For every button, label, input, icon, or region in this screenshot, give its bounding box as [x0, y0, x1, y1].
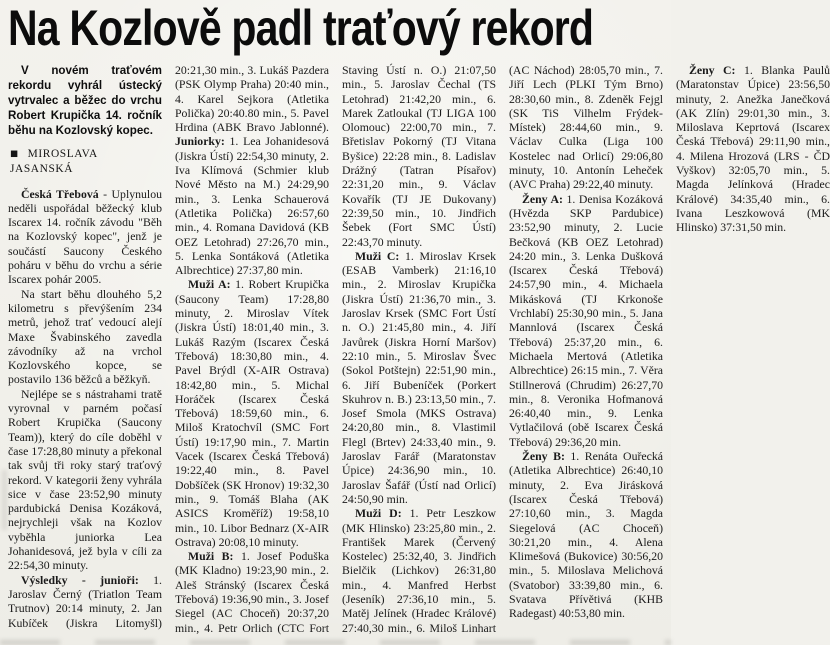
paragraph-text: Na start běhu dlouhého 5,2 kilometru s převýšením 234 metrů, jehož trať vedoucí alejí Maxe Švabinského zavedla závodníky až na vrchol Kozlovského kopce, se postavilo 136 běžců a běžkyň.	[8, 286, 162, 387]
dateline-bold: Česká Třebová	[21, 186, 99, 201]
results-label: Juniorky:	[175, 134, 225, 149]
results-text: 1. Jaroslav Černý (Triatlon Team Trutnov) 20:14 minuty, 2. Jan Kubíček (Jiskra Litomyšl) 20:21,30 min., 3. Lukáš Pazdera (PSK Olymp Praha) 20:40 min., 4. Karel Sejkora (Atletika Polička) 20:40.80 min., 5. Pavel Hrdina (ABK Bravo Jablonné).	[8, 63, 329, 630]
results-paragraph-women-b	[509, 449, 663, 621]
article-headline: Na Kozlově padl traťový rekord	[8, 0, 594, 56]
byline-square-icon: ■	[10, 149, 19, 159]
results-text: 1. Robert Krupička (Saucony Team) 17:28,80 minuty, 2. Miroslav Vítek (Jiskra Ústí) 18:01,40 min., 3. Lukáš Razým (Iscarex Česká Třebová) 18:30,80 min., 4. Pavel Brýdl (X-AIR Ostrava) 18:42,80 min., 5. Michal Horáček (Iscarex Česká Třebová) 18:59,60 min., 6. Miloš Kratochvíl (SMC Fort Ústí) 19:17,90 min., 7. Martin Vacek (Iscarex Česká Třebová) 19:22,40 min., 8. Pavel Dobšíček (SK Hronov) 19:32,30 min., 9. Tomáš Blaha (AK ASICS Kroměříž) 19:58,10 min., 10. Libor Bednarz (X-AIR Ostrava) 20:08,10 minuty.	[175, 277, 329, 549]
article-paragraph	[8, 387, 162, 573]
results-label: Ženy B:	[522, 449, 565, 464]
results-paragraph-men-c	[342, 249, 496, 506]
results-label: Muži B:	[188, 549, 234, 564]
results-label: Ženy C:	[689, 63, 736, 77]
results-paragraph-men-a	[175, 277, 329, 549]
scan-artifact-bottom-edge	[0, 640, 671, 645]
results-paragraph-women-a	[509, 192, 663, 449]
results-label: Muži A:	[188, 277, 231, 292]
results-label: Výsledky - junioři:	[21, 572, 139, 587]
byline	[10, 147, 162, 177]
article-lead: V novém traťovém rekordu vyhrál ústecký vytrvalec a běžec do vrchu Robert Krupička 14. ročník běhu na Kozlovský kopec.	[8, 64, 162, 137]
results-label: Ženy A:	[522, 191, 563, 206]
results-label: Muži D:	[355, 506, 402, 521]
results-text: 1. Denisa Kozáková (Hvězda SKP Pardubice) 23:52,90 minuty, 2. Lucie Bečková (KB OEZ Letohrad) 24:20 min., 3. Lenka Dušková (Iscarex Česká Třebová) 24:57,90 min., 4. Michaela Mikásková (TJ Krkonoše Vrchlabí) 25:30,90 min., 5. Jana Mannlová (Iscarex Česká Třebová) 25:37,20 min., 6. Michaela Mertová (Atletika Albrechtice) 26:15 min., 7. Věra Stillnerová (Chrudim) 26:27,70 min., 8. Veronika Hofmanová 26:40,40 min., 9. Lenka Vytlačilová (obě Iscarex Česká Třebová) 29:36,20 min.	[509, 191, 664, 449]
results-text: 1. Renáta Ouřecká (Atletika Albrechtice) 26:40,10 minuty, 2. Eva Jirásková (Iscarex Česká Třebová) 27:10,60 min., 3. Magda Siegelová (AC Choceň) 30:21,20 min., 4. Alena Klimešová (Bukovice) 30:56,20 min., 5. Miloslava Melichová (Svatobor) 33:39,80 min., 6. Svatava Přívětivá (KHB Radegast) 40:53,80 min.	[509, 449, 664, 621]
results-text: 1. Petr Leszkow (MK Hlinsko) 23:25,80 min., 2. František Marek (Červený Kostelec) 25:32,40, 3. Jindřich Bielčik (Lichkov) 26:31,80 min., 4. Manfred Herbst (Jeseník) 27:36,10 min., 5. Matěj Jelínek (Hradec Králové) 27:40,30 min., 6. Miloš Linhart (AC Náchod) 28:05,70 min., 7. Jiří Lech (PLKI Tým Brno) 28:30,60 min., 8. Zdeněk Fejgl (SK TiS Vilhelm Frýdek-Místek) 28:44,60 min., 9. Václav Culka (Liga 100 Kostelec nad Orlicí) 29:06,80 minuty, 10. Antonín Leheček (AVC Praha) 29:22,40 minuty.	[342, 63, 663, 635]
scan-artifact-left-edge	[2, 470, 7, 530]
results-text: 1. Blanka Paulů (Maratonstav Úpice) 23:56,50 minuty, 2. Anežka Janečková (AK Zlín) 29:01,30 min., 3. Miloslava Keprtová (Iscarex Česká Třebová) 29:11,90 min., 4. Milena Hrozová (LRS - ČD Vyškov) 32:05,70 min., 5. Magda Jelínková (Hradec Králové) 34:35,40 min., 6. Ivana Leszkowová (MK Hlinsko) 37:31,50 min.	[676, 63, 830, 235]
paragraph-text: - Uplynulou neděli uspořádal běžecký klub Iscarex 14. ročník závodu "Běh na Kozlovský kopec", jenž je součástí Saucony Českého poháru v běhu do vrchu a série Iscarex pohár 2005.	[8, 186, 163, 287]
results-label: Muži C:	[355, 248, 400, 263]
results-text: 1. Miroslav Krsek (ESAB Vamberk) 21:16,10 min., 2. Miroslav Krupička (Jiskra Ústí) 21:36,70 min., 3. Jaroslav Krsek (SMC Fort Ústí n. O.) 21:45,80 min., 4. Jiří Javůrek (Jiskra Horní Maršov) 22:10 min., 5. Miroslav Švec (Sokol Potštejn) 22:51,90 min., 6. Jiří Bubeníček (Porkert Skuhrov n. B.) 23:13,50 min., 7. Josef Smola (MKS Ostrava) 24:20,80 min., 8. Vlastimil Flegl (Brtev) 24:33,40 min., 9. Jaroslav Farář (Maratonstav Úpice) 24:36,90 min., 10. Jaroslav Šafář (Ústí nad Orlicí) 24:50,90 min.	[342, 248, 497, 506]
article-paragraph	[8, 287, 162, 387]
byline-author: MIROSLAVA JASANSKÁ	[10, 148, 98, 176]
results-paragraph-women-c	[676, 63, 830, 235]
article-body-columns	[8, 63, 830, 639]
results-text: 1. Lea Johanidesová (Jiskra Ústí) 22:54,30 minuty, 2. Iva Klímová (Schmier klub Nové Město na M.) 24:29,90 min., 3. Lenka Schauerová (Atletika Polička) 26:57,60 min., 4. Romana Davidová (KB OEZ Letohrad) 27:26,70 min., 5. Lenka Sontáková (Atletika Albrechtice) 27:37,80 min.	[175, 134, 329, 278]
article-paragraph-dateline	[8, 187, 162, 287]
paragraph-text: Nejlépe se s nástrahami tratě vyrovnal v parném počasí Robert Krupička (Saucony Team)), který do cíle doběhl v čase 17:28,80 minuty a překonal tak svůj tři roky starý traťový rekord. V kategorii ženy vyhrála sice v čase 23:52,90 minuty pardubická Denisa Kozáková, nejrychleji však na Kozlov vyběhla juniorka Lea Johanidesová, jež byla v cíli za 22:54,30 minuty.	[8, 386, 162, 573]
results-text: 1. Josef Poduška (MK Kladno) 19:23,90 min., 2. Aleš Stránský (Iscarex Česká Třebová) 19:36,90 min., 3. Josef Siegel (AC Choceň) 20:37,20 min., 4. Petr Orlich (CTC Fort Staving Ústí n. O.) 21:07,50 min., 5. Jaroslav Čechal (TS Letohrad) 21:42,20 min., 6. Marek Zatloukal (TJ LIGA 100 Olomouc) 22:00,70 min., 7. Břetislav Pokorný (TJ Vitana Byšice) 22:28 min., 8. Ladislav Drážný (Tatran Písařov) 22:31,20 min., 9. Václav Kovařík (TJ JE Dukovany) 22:39,50 min., 10. Jindřich Šebek (Fort SMC Ústí) 22:43,70 minuty.	[175, 63, 496, 635]
